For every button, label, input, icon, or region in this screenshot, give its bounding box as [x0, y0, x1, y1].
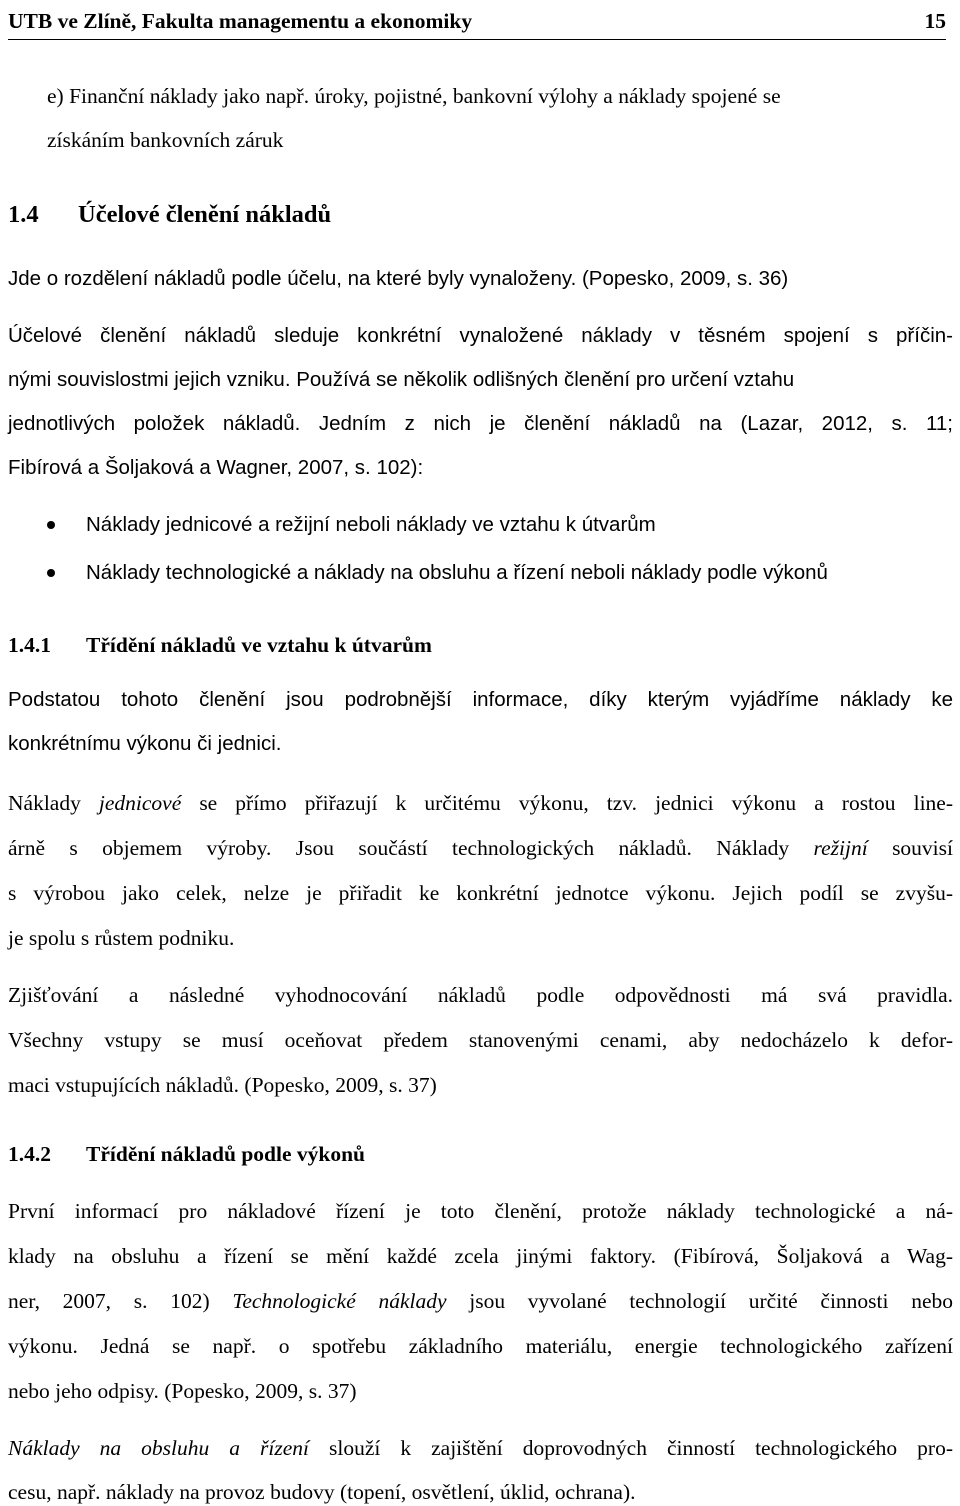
paragraph-line: Účelové členění nákladů sleduje konkrétní vynaložené náklady v těsném spojení s příčin- [8, 324, 953, 347]
bullet-item: Náklady technologické a náklady na obsluhu a řízení neboli náklady podle výkonů [86, 561, 828, 584]
paragraph-line: klady na obsluhu a řízení se mění každé zcela jinými faktory. (Fibírová, Šoljaková a Wag- [8, 1244, 953, 1268]
paragraph-line: nými souvislostmi jejich vzniku. Používá se několik odlišných členění pro určení vztahu [8, 368, 795, 391]
paragraph-line: Jde o rozdělení nákladů podle účelu, na které byly vynaloženy. (Popesko, 2009, s. 36) [8, 267, 789, 290]
text-run: jsou vyvolané technologií určité činnosti nebo [446, 1289, 954, 1313]
emphasis: Náklady na obsluhu a řízení [8, 1436, 309, 1460]
emphasis: Technologické náklady [232, 1289, 447, 1313]
paragraph-line: nebo jeho odpisy. (Popesko, 2009, s. 37) [8, 1379, 357, 1403]
bullet-icon [47, 521, 55, 529]
header-title: UTB ve Zlíně, Fakulta managementu a ekonomiky [8, 9, 473, 33]
section-number: 1.4.1 [8, 633, 51, 657]
text-run: souvisí [867, 836, 953, 860]
paragraph-line: cesu, např. náklady na provoz budovy (topení, osvětlení, úklid, ochrana). [8, 1480, 636, 1504]
section-title: Účelové členění nákladů [78, 201, 332, 228]
paragraph-line [8, 834, 953, 862]
text-run: ner, 2007, s. 102) [8, 1289, 233, 1313]
paragraph-line: Všechny vstupy se musí oceňovat předem stanovenými cenami, aby nedocházelo k defor- [8, 1028, 953, 1052]
paragraph-line: je spolu s růstem podniku. [8, 926, 235, 950]
paragraph-line: Zjišťování a následné vyhodnocování nákladů podle odpovědnosti má svá pravidla. [8, 983, 953, 1007]
paragraph-line: jednotlivých položek nákladů. Jedním z nich je členění nákladů na (Lazar, 2012, s. 11; [8, 412, 953, 435]
bullet-item: Náklady jednicové a režijní neboli náklady ve vztahu k útvarům [86, 513, 656, 536]
section-number: 1.4 [8, 201, 39, 228]
section-heading-1-4 [8, 201, 953, 229]
page-header [8, 0, 946, 40]
paragraph-line: Fibírová a Šoljaková a Wagner, 2007, s. 102): [8, 456, 424, 479]
paragraph-line [8, 1434, 953, 1462]
paragraph-line: konkrétnímu výkonu či jednici. [8, 732, 282, 755]
section-title: Třídění nákladů podle výkonů [86, 1142, 366, 1166]
text-run: Náklady [8, 791, 99, 815]
paragraph-line: První informací pro nákladové řízení je toto členění, protože náklady technologické a ná- [8, 1199, 953, 1223]
section-title: Třídění nákladů ve vztahu k útvarům [86, 633, 432, 657]
paragraph-line [8, 789, 953, 817]
text-run: árně s objemem výroby. Jsou součástí technologických nákladů. Náklady [8, 836, 814, 860]
paragraph-line [8, 1287, 953, 1315]
paragraph-line: výkonu. Jedná se např. o spotřebu základního materiálu, energie technologického zařízení [8, 1334, 953, 1358]
text-run: slouží k zajištění doprovodných činností technologického pro- [309, 1436, 953, 1460]
section-heading-1-4-1 [8, 631, 953, 659]
section-number: 1.4.2 [8, 1142, 51, 1166]
paragraph-line: maci vstupujících nákladů. (Popesko, 2009, s. 37) [8, 1073, 437, 1097]
bullet-icon [47, 569, 55, 577]
emphasis: jednicové [98, 791, 182, 815]
list-item-e: e) Finanční náklady jako např. úroky, pojistné, bankovní výlohy a náklady spojené se [47, 84, 781, 108]
paragraph-line: Podstatou tohoto členění jsou podrobnější informace, díky kterým vyjádříme náklady ke [8, 688, 953, 711]
page-number: 15 [924, 9, 946, 33]
paragraph-line: s výrobou jako celek, nelze je přiřadit ke konkrétní jednotce výkonu. Jejich podíl se zvyšu- [8, 881, 953, 905]
section-heading-1-4-2 [8, 1140, 953, 1168]
text-run: se přímo přiřazují k určitému výkonu, tzv. jednici výkonu a rostou line- [181, 791, 953, 815]
list-item-e-cont: získáním bankovních záruk [47, 128, 284, 152]
emphasis: režijní [813, 836, 868, 860]
